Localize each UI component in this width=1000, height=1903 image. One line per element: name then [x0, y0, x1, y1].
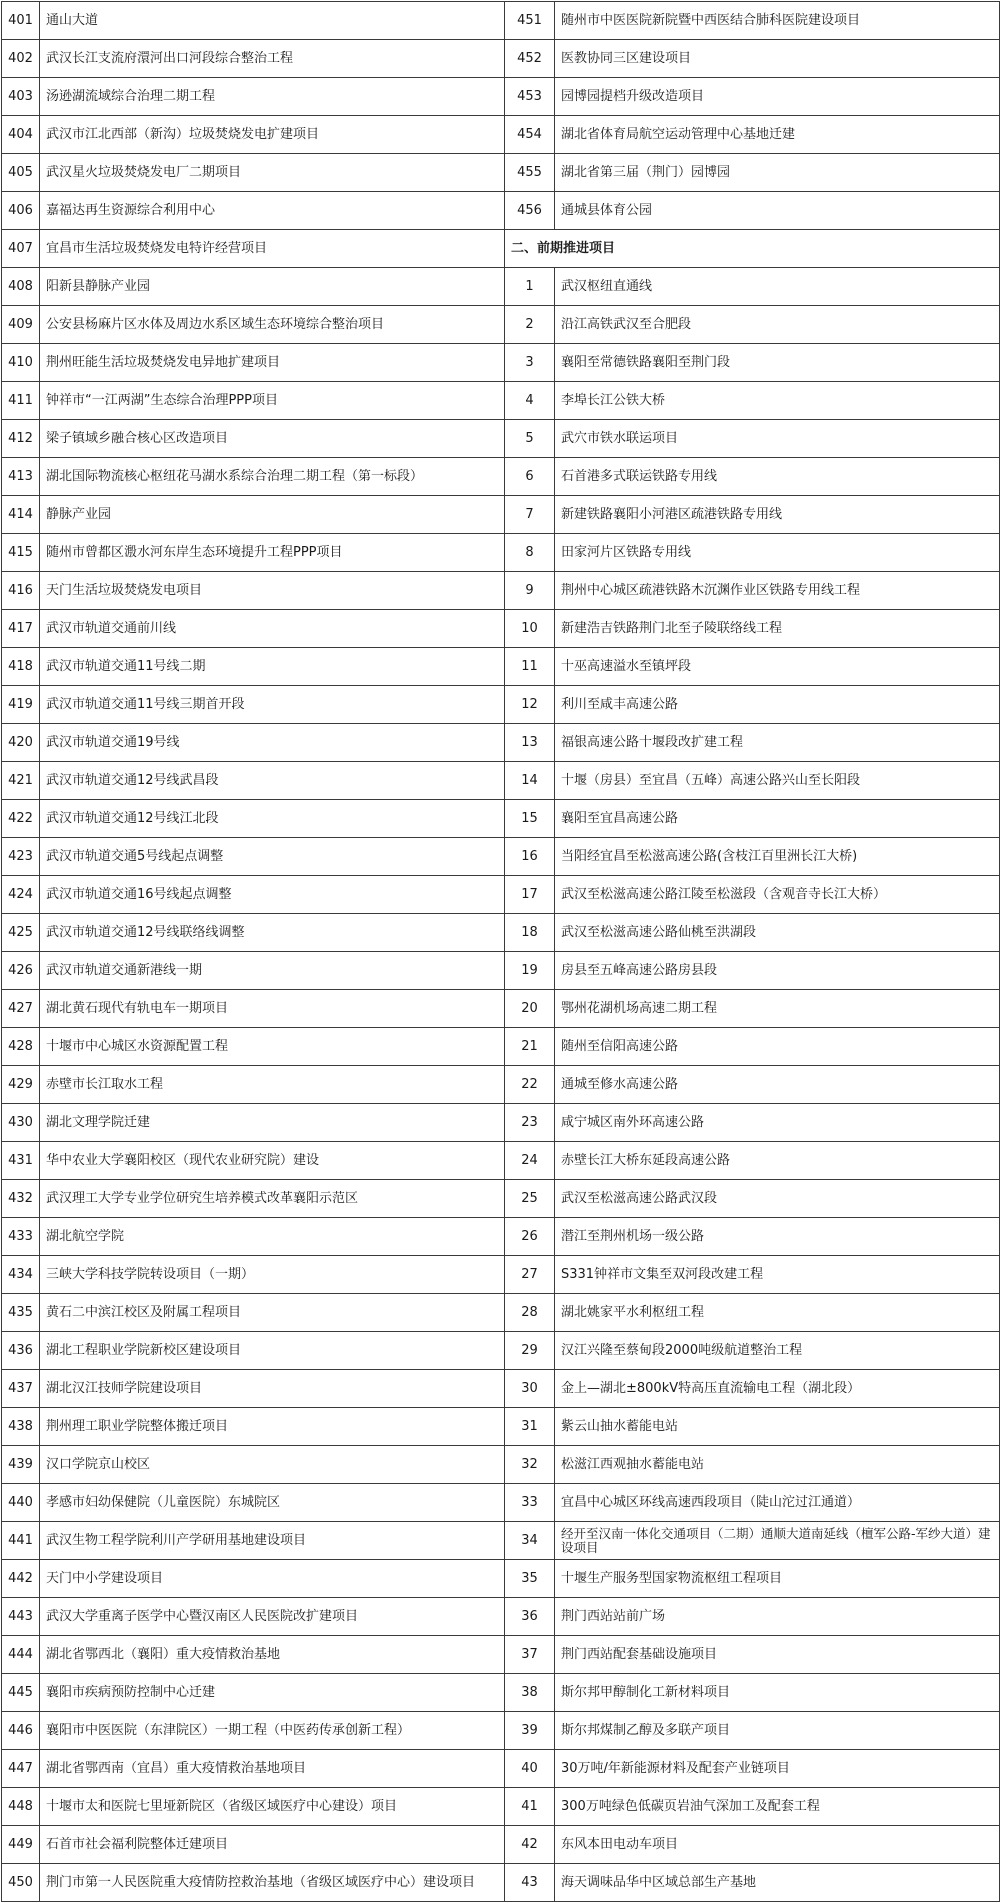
- right-item-number: 19: [505, 952, 555, 990]
- right-item-name: 房县至五峰高速公路房县段: [555, 952, 1000, 990]
- table-row: [2, 1066, 1000, 1104]
- left-item-name: 武汉生物工程学院利川产学研用基地建设项目: [40, 1522, 505, 1560]
- left-item-name: 武汉市轨道交通5号线起点调整: [40, 838, 505, 876]
- left-item-name: 湖北省鄂西北（襄阳）重大疫情救治基地: [40, 1636, 505, 1674]
- table-row: [2, 1826, 1000, 1864]
- table-row: [2, 1522, 1000, 1560]
- table-row: [2, 1104, 1000, 1142]
- left-item-name: 黄石二中滨江校区及附属工程项目: [40, 1294, 505, 1332]
- right-item-number: 16: [505, 838, 555, 876]
- left-item-name: 武汉星火垃圾焚烧发电厂二期项目: [40, 154, 505, 192]
- right-item-number: 12: [505, 686, 555, 724]
- right-item-number: 37: [505, 1636, 555, 1674]
- right-item-name: 东风本田电动车项目: [555, 1826, 1000, 1864]
- left-item-name: 天门生活垃圾焚烧发电项目: [40, 572, 505, 610]
- right-item-name: 十巫高速溢水至镇坪段: [555, 648, 1000, 686]
- left-item-number: 442: [2, 1560, 40, 1598]
- left-item-number: 410: [2, 344, 40, 382]
- left-item-name: 汤逊湖流域综合治理二期工程: [40, 78, 505, 116]
- left-item-number: 401: [2, 2, 40, 40]
- right-item-name: 湖北省第三届（荆门）园博园: [555, 154, 1000, 192]
- left-item-name: 襄阳市疾病预防控制中心迁建: [40, 1674, 505, 1712]
- left-item-number: 412: [2, 420, 40, 458]
- table-row: [2, 1294, 1000, 1332]
- table-row: [2, 876, 1000, 914]
- right-item-name: 荆门西站站前广场: [555, 1598, 1000, 1636]
- left-item-name: 武汉市轨道交通12号线武昌段: [40, 762, 505, 800]
- table-row: [2, 1218, 1000, 1256]
- left-item-number: 423: [2, 838, 40, 876]
- left-item-number: 415: [2, 534, 40, 572]
- table-row: [2, 572, 1000, 610]
- right-item-number: 17: [505, 876, 555, 914]
- table-row: [2, 116, 1000, 154]
- table-row: [2, 1788, 1000, 1826]
- table-row: [2, 1370, 1000, 1408]
- right-item-number: 11: [505, 648, 555, 686]
- right-item-name: 30万吨/年新能源材料及配套产业链项目: [555, 1750, 1000, 1788]
- right-item-name: 十堰生产服务型国家物流枢纽工程项目: [555, 1560, 1000, 1598]
- left-item-name: 武汉市轨道交通11号线二期: [40, 648, 505, 686]
- left-item-number: 447: [2, 1750, 40, 1788]
- table-row: [2, 990, 1000, 1028]
- right-item-number: 25: [505, 1180, 555, 1218]
- right-item-number: 13: [505, 724, 555, 762]
- right-item-name: 荆门西站配套基础设施项目: [555, 1636, 1000, 1674]
- table-row: [2, 914, 1000, 952]
- table-row: [2, 1674, 1000, 1712]
- right-item-name: 武穴市铁水联运项目: [555, 420, 1000, 458]
- table-row: [2, 268, 1000, 306]
- right-item-number: 456: [505, 192, 555, 230]
- right-item-name: 李埠长江公铁大桥: [555, 382, 1000, 420]
- right-item-number: 33: [505, 1484, 555, 1522]
- right-item-name: 通城至修水高速公路: [555, 1066, 1000, 1104]
- right-item-name: 斯尔邦甲醇制化工新材料项目: [555, 1674, 1000, 1712]
- right-item-number: 452: [505, 40, 555, 78]
- table-row: [2, 534, 1000, 572]
- left-item-number: 406: [2, 192, 40, 230]
- right-item-number: 4: [505, 382, 555, 420]
- left-item-name: 随州市曾都区溵水河东岸生态环境提升工程PPP项目: [40, 534, 505, 572]
- right-item-name: 医教协同三区建设项目: [555, 40, 1000, 78]
- left-item-name: 十堰市太和医院七里垭新院区（省级区域医疗中心建设）项目: [40, 1788, 505, 1826]
- left-item-number: 426: [2, 952, 40, 990]
- left-item-name: 武汉市轨道交通11号线三期首开段: [40, 686, 505, 724]
- right-item-number: 40: [505, 1750, 555, 1788]
- project-table-body: [2, 2, 1000, 1902]
- table-row: [2, 154, 1000, 192]
- right-item-name: 斯尔邦煤制乙醇及多联产项目: [555, 1712, 1000, 1750]
- right-item-number: 32: [505, 1446, 555, 1484]
- right-item-number: 23: [505, 1104, 555, 1142]
- right-item-name: 石首港多式联运铁路专用线: [555, 458, 1000, 496]
- left-item-name: 武汉市轨道交通前川线: [40, 610, 505, 648]
- right-item-number: 14: [505, 762, 555, 800]
- left-item-number: 418: [2, 648, 40, 686]
- right-item-number: 29: [505, 1332, 555, 1370]
- left-item-number: 403: [2, 78, 40, 116]
- left-item-name: 嘉福达再生资源综合利用中心: [40, 192, 505, 230]
- right-item-number: 41: [505, 1788, 555, 1826]
- left-item-number: 438: [2, 1408, 40, 1446]
- right-item-name: 武汉至松滋高速公路仙桃至洪湖段: [555, 914, 1000, 952]
- right-item-name: 随州市中医医院新院暨中西医结合肺科医院建设项目: [555, 2, 1000, 40]
- right-item-number: 9: [505, 572, 555, 610]
- right-item-number: 34: [505, 1522, 555, 1560]
- table-row: [2, 458, 1000, 496]
- right-item-number: 455: [505, 154, 555, 192]
- left-item-name: 湖北省鄂西南（宜昌）重大疫情救治基地项目: [40, 1750, 505, 1788]
- left-item-name: 荆门市第一人民医院重大疫情防控救治基地（省级区域医疗中心）建设项目: [40, 1864, 505, 1902]
- right-item-name: 汉江兴隆至蔡甸段2000吨级航道整治工程: [555, 1332, 1000, 1370]
- table-row: [2, 952, 1000, 990]
- project-table: [1, 1, 1000, 1902]
- left-item-name: 钟祥市“一江两湖”生态综合治理PPP项目: [40, 382, 505, 420]
- table-row: [2, 496, 1000, 534]
- right-item-name: 襄阳至常德铁路襄阳至荆门段: [555, 344, 1000, 382]
- left-item-number: 444: [2, 1636, 40, 1674]
- left-item-name: 湖北汉江技师学院建设项目: [40, 1370, 505, 1408]
- left-item-number: 411: [2, 382, 40, 420]
- table-row: [2, 724, 1000, 762]
- right-item-name: 武汉至松滋高速公路武汉段: [555, 1180, 1000, 1218]
- table-row: [2, 1332, 1000, 1370]
- left-item-name: 武汉市江北西部（新沟）垃圾焚烧发电扩建项目: [40, 116, 505, 154]
- table-row: [2, 230, 1000, 268]
- table-row: [2, 344, 1000, 382]
- right-item-name: 紫云山抽水蓄能电站: [555, 1408, 1000, 1446]
- left-item-name: 阳新县静脉产业园: [40, 268, 505, 306]
- right-item-name: 宜昌中心城区环线高速西段项目（陡山沱过江通道）: [555, 1484, 1000, 1522]
- left-item-number: 446: [2, 1712, 40, 1750]
- right-item-name: S331钟祥市文集至双河段改建工程: [555, 1256, 1000, 1294]
- right-item-name: 福银高速公路十堰段改扩建工程: [555, 724, 1000, 762]
- right-item-number: 8: [505, 534, 555, 572]
- table-row: [2, 648, 1000, 686]
- right-item-name: 随州至信阳高速公路: [555, 1028, 1000, 1066]
- left-item-number: 431: [2, 1142, 40, 1180]
- left-item-number: 417: [2, 610, 40, 648]
- section-heading: 二、前期推进项目: [505, 230, 1000, 268]
- table-row: [2, 420, 1000, 458]
- left-item-number: 424: [2, 876, 40, 914]
- table-row: [2, 686, 1000, 724]
- right-item-number: 18: [505, 914, 555, 952]
- right-item-name: 沿江高铁武汉至合肥段: [555, 306, 1000, 344]
- left-item-name: 孝感市妇幼保健院（儿童医院）东城院区: [40, 1484, 505, 1522]
- left-item-name: 荆州理工职业学院整体搬迁项目: [40, 1408, 505, 1446]
- right-item-number: 43: [505, 1864, 555, 1902]
- left-item-number: 419: [2, 686, 40, 724]
- right-item-number: 1: [505, 268, 555, 306]
- right-item-number: 5: [505, 420, 555, 458]
- table-row: [2, 1864, 1000, 1902]
- right-item-number: 6: [505, 458, 555, 496]
- left-item-name: 华中农业大学襄阳校区（现代农业研究院）建设: [40, 1142, 505, 1180]
- left-item-number: 414: [2, 496, 40, 534]
- right-item-name: 海天调味品华中区域总部生产基地: [555, 1864, 1000, 1902]
- left-item-name: 天门中小学建设项目: [40, 1560, 505, 1598]
- right-item-number: 21: [505, 1028, 555, 1066]
- right-item-number: 7: [505, 496, 555, 534]
- right-item-number: 30: [505, 1370, 555, 1408]
- table-row: [2, 40, 1000, 78]
- left-item-name: 武汉大学重离子医学中心暨汉南区人民医院改扩建项目: [40, 1598, 505, 1636]
- table-row: [2, 1028, 1000, 1066]
- left-item-number: 439: [2, 1446, 40, 1484]
- table-row: [2, 382, 1000, 420]
- right-item-number: 10: [505, 610, 555, 648]
- left-item-number: 420: [2, 724, 40, 762]
- left-item-number: 408: [2, 268, 40, 306]
- left-item-number: 405: [2, 154, 40, 192]
- left-item-number: 433: [2, 1218, 40, 1256]
- right-item-number: 26: [505, 1218, 555, 1256]
- right-item-number: 451: [505, 2, 555, 40]
- left-item-name: 湖北黄石现代有轨电车一期项目: [40, 990, 505, 1028]
- left-item-number: 421: [2, 762, 40, 800]
- right-item-name: 武汉枢纽直通线: [555, 268, 1000, 306]
- table-row: [2, 1408, 1000, 1446]
- table-row: [2, 838, 1000, 876]
- left-item-number: 449: [2, 1826, 40, 1864]
- right-item-name: 松滋江西观抽水蓄能电站: [555, 1446, 1000, 1484]
- table-row: [2, 610, 1000, 648]
- table-row: [2, 1256, 1000, 1294]
- left-item-name: 武汉市轨道交通新港线一期: [40, 952, 505, 990]
- right-item-number: 42: [505, 1826, 555, 1864]
- left-item-number: 428: [2, 1028, 40, 1066]
- right-item-name: 十堰（房县）至宜昌（五峰）高速公路兴山至长阳段: [555, 762, 1000, 800]
- left-item-number: 434: [2, 1256, 40, 1294]
- right-item-number: 31: [505, 1408, 555, 1446]
- table-row: [2, 800, 1000, 838]
- left-item-number: 437: [2, 1370, 40, 1408]
- right-item-name: 咸宁城区南外环高速公路: [555, 1104, 1000, 1142]
- left-item-number: 413: [2, 458, 40, 496]
- left-item-name: 襄阳市中医医院（东津院区）一期工程（中医药传承创新工程）: [40, 1712, 505, 1750]
- left-item-name: 宜昌市生活垃圾焚烧发电特许经营项目: [40, 230, 505, 268]
- left-item-number: 404: [2, 116, 40, 154]
- right-item-name: 当阳经宜昌至松滋高速公路(含枝江百里洲长江大桥): [555, 838, 1000, 876]
- right-item-number: 39: [505, 1712, 555, 1750]
- left-item-name: 武汉长江支流府澴河出口河段综合整治工程: [40, 40, 505, 78]
- table-row: [2, 1180, 1000, 1218]
- left-item-name: 湖北航空学院: [40, 1218, 505, 1256]
- left-item-name: 三峡大学科技学院转设项目（一期）: [40, 1256, 505, 1294]
- left-item-name: 湖北文理学院迁建: [40, 1104, 505, 1142]
- left-item-number: 422: [2, 800, 40, 838]
- left-item-name: 十堰市中心城区水资源配置工程: [40, 1028, 505, 1066]
- right-item-name: 武汉至松滋高速公路江陵至松滋段（含观音寺长江大桥）: [555, 876, 1000, 914]
- right-item-number: 24: [505, 1142, 555, 1180]
- right-item-name: 荆州中心城区疏港铁路木沉渊作业区铁路专用线工程: [555, 572, 1000, 610]
- table-row: [2, 1750, 1000, 1788]
- left-item-name: 汉口学院京山校区: [40, 1446, 505, 1484]
- right-item-number: 22: [505, 1066, 555, 1104]
- left-item-number: 429: [2, 1066, 40, 1104]
- right-item-number: 27: [505, 1256, 555, 1294]
- left-item-number: 402: [2, 40, 40, 78]
- left-item-number: 409: [2, 306, 40, 344]
- right-item-number: 3: [505, 344, 555, 382]
- left-item-name: 荆州旺能生活垃圾焚烧发电异地扩建项目: [40, 344, 505, 382]
- left-item-number: 432: [2, 1180, 40, 1218]
- left-item-name: 武汉市轨道交通19号线: [40, 724, 505, 762]
- right-item-name: 鄂州花湖机场高速二期工程: [555, 990, 1000, 1028]
- right-item-number: 36: [505, 1598, 555, 1636]
- table-row: [2, 1712, 1000, 1750]
- right-item-number: 454: [505, 116, 555, 154]
- right-item-name: 金上—湖北±800kV特高压直流输电工程（湖北段）: [555, 1370, 1000, 1408]
- right-item-name: 通城县体育公园: [555, 192, 1000, 230]
- left-item-name: 武汉市轨道交通16号线起点调整: [40, 876, 505, 914]
- left-item-number: 407: [2, 230, 40, 268]
- table-row: [2, 1598, 1000, 1636]
- right-item-name: 湖北姚家平水利枢纽工程: [555, 1294, 1000, 1332]
- right-item-number: 35: [505, 1560, 555, 1598]
- right-item-name: 潜江至荆州机场一级公路: [555, 1218, 1000, 1256]
- right-item-name: 300万吨绿色低碳页岩油气深加工及配套工程: [555, 1788, 1000, 1826]
- left-item-name: 湖北工程职业学院新校区建设项目: [40, 1332, 505, 1370]
- table-row: [2, 1484, 1000, 1522]
- left-item-name: 武汉理工大学专业学位研究生培养模式改革襄阳示范区: [40, 1180, 505, 1218]
- table-row: [2, 192, 1000, 230]
- document-page: [0, 1, 1000, 1903]
- right-item-number: 2: [505, 306, 555, 344]
- left-item-number: 443: [2, 1598, 40, 1636]
- right-item-number: 28: [505, 1294, 555, 1332]
- right-item-name: 襄阳至宜昌高速公路: [555, 800, 1000, 838]
- right-item-name: 园博园提档升级改造项目: [555, 78, 1000, 116]
- left-item-number: 441: [2, 1522, 40, 1560]
- left-item-name: 静脉产业园: [40, 496, 505, 534]
- table-row: [2, 1142, 1000, 1180]
- left-item-name: 赤壁市长江取水工程: [40, 1066, 505, 1104]
- right-item-name: 湖北省体育局航空运动管理中心基地迁建: [555, 116, 1000, 154]
- left-item-number: 427: [2, 990, 40, 1028]
- left-item-name: 梁子镇域乡融合核心区改造项目: [40, 420, 505, 458]
- right-item-name: 新建铁路襄阳小河港区疏港铁路专用线: [555, 496, 1000, 534]
- left-item-number: 440: [2, 1484, 40, 1522]
- right-item-name: 利川至咸丰高速公路: [555, 686, 1000, 724]
- left-item-name: 石首市社会福利院整体迁建项目: [40, 1826, 505, 1864]
- table-row: [2, 1636, 1000, 1674]
- left-item-number: 445: [2, 1674, 40, 1712]
- right-item-number: 38: [505, 1674, 555, 1712]
- right-item-name: 田家河片区铁路专用线: [555, 534, 1000, 572]
- right-item-name: 经开至汉南一体化交通项目（二期）通顺大道南延线（檀军公路-军纱大道）建设项目: [555, 1522, 1000, 1560]
- left-item-number: 425: [2, 914, 40, 952]
- right-item-number: 20: [505, 990, 555, 1028]
- left-item-number: 450: [2, 1864, 40, 1902]
- left-item-name: 武汉市轨道交通12号线江北段: [40, 800, 505, 838]
- left-item-number: 430: [2, 1104, 40, 1142]
- left-item-name: 通山大道: [40, 2, 505, 40]
- left-item-number: 436: [2, 1332, 40, 1370]
- table-row: [2, 1446, 1000, 1484]
- left-item-number: 435: [2, 1294, 40, 1332]
- table-row: [2, 1560, 1000, 1598]
- left-item-name: 湖北国际物流核心枢纽花马湖水系综合治理二期工程（第一标段）: [40, 458, 505, 496]
- table-row: [2, 306, 1000, 344]
- left-item-number: 416: [2, 572, 40, 610]
- left-item-name: 公安县杨麻片区水体及周边水系区域生态环境综合整治项目: [40, 306, 505, 344]
- right-item-name: 赤壁长江大桥东延段高速公路: [555, 1142, 1000, 1180]
- left-item-name: 武汉市轨道交通12号线联络线调整: [40, 914, 505, 952]
- right-item-name: 新建浩吉铁路荆门北至子陵联络线工程: [555, 610, 1000, 648]
- table-row: [2, 762, 1000, 800]
- table-row: [2, 2, 1000, 40]
- table-row: [2, 78, 1000, 116]
- right-item-number: 15: [505, 800, 555, 838]
- right-item-number: 453: [505, 78, 555, 116]
- left-item-number: 448: [2, 1788, 40, 1826]
